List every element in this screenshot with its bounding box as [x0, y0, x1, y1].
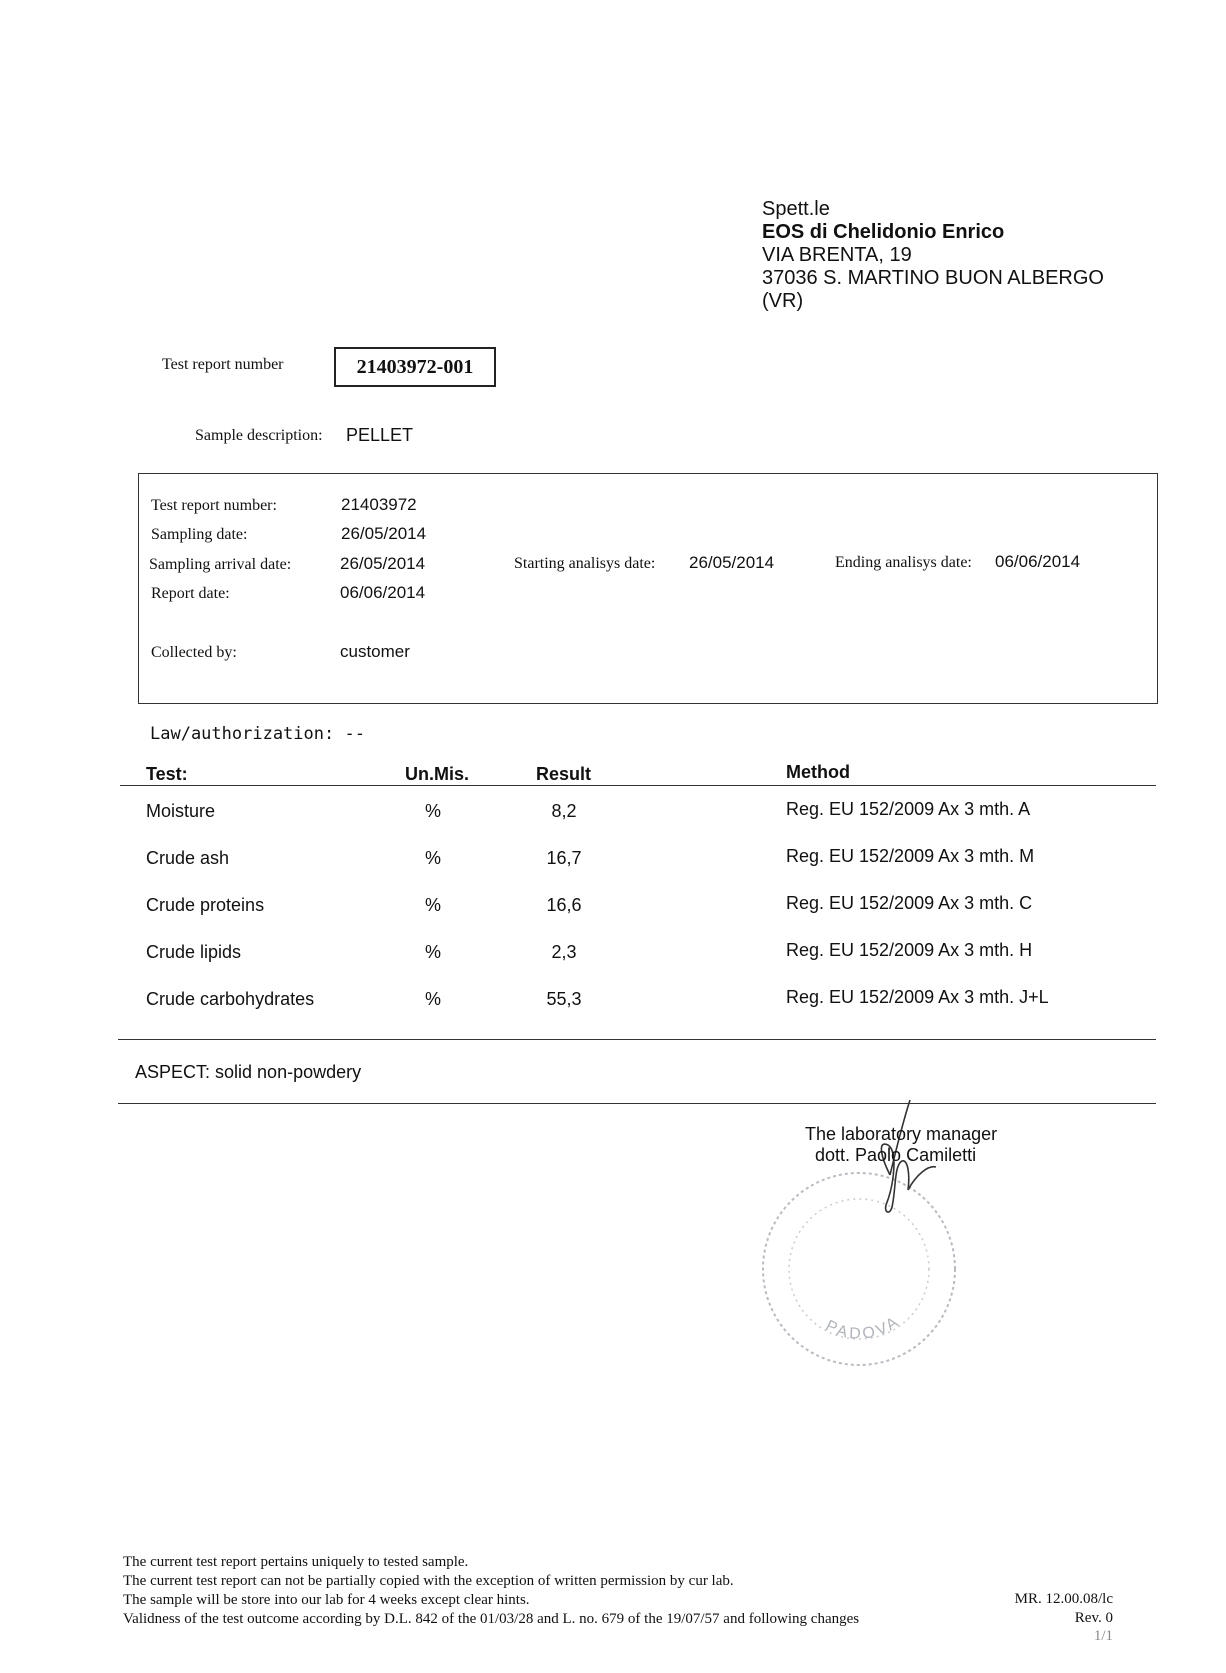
header-result: Result [536, 764, 592, 784]
manager-block [805, 1124, 997, 1166]
collected-by-label: Collected by: [151, 644, 237, 661]
sampling-date-label: Sampling date: [151, 526, 248, 543]
row-test: Crude carbohydrates [146, 989, 315, 1009]
footer-line: The current test report can not be partially copied with the exception of written permission by cur lab. [123, 1573, 734, 1589]
addressee-province: (VR) [762, 290, 804, 312]
row-unit: % [424, 895, 441, 915]
ending-analysis-label: Ending analisys date: [835, 554, 972, 571]
starting-analysis-label: Starting analisys date: [514, 555, 656, 572]
header-test: Test: [146, 764, 188, 784]
aspect-rule [118, 1103, 1156, 1104]
row-result: 16,6 [546, 895, 582, 915]
row-method: Reg. EU 152/2009 Ax 3 mth. A [786, 799, 1031, 819]
row-result: 8,2 [551, 801, 577, 821]
addressee-city: 37036 S. MARTINO BUON ALBERGO [762, 267, 1104, 289]
sample-description-value: PELLET [346, 425, 414, 445]
test-report-number-label: Test report number: [151, 497, 277, 514]
page-number: 1/1 [1093, 1628, 1113, 1644]
addressee-salutation: Spett.le [762, 198, 830, 220]
row-result: 55,3 [546, 989, 582, 1009]
sampling-arrival-label: Sampling arrival date: [149, 556, 292, 573]
addressee-street: VIA BRENTA, 19 [762, 244, 912, 266]
footer-line: The current test report pertains uniquely to tested sample. [123, 1554, 469, 1570]
addressee-block [762, 198, 1104, 313]
row-unit: % [424, 801, 441, 821]
footer-line: Validness of the test outcome according by D.L. 842 of the 01/03/28 and L. no. 679 of the 19/07/57 and following changes [123, 1611, 860, 1627]
sample-description-label: Sample description: [195, 427, 323, 444]
starting-analysis-value: 26/05/2014 [689, 553, 775, 572]
test-report-number-value: 21403972 [341, 495, 417, 514]
stamp-text: PADOVA [822, 1312, 904, 1343]
row-method: Reg. EU 152/2009 Ax 3 mth. C [786, 893, 1033, 913]
report-number-label: Test report number [162, 356, 284, 373]
manager-name: dott. Paolo Camiletti [815, 1145, 977, 1165]
row-method: Reg. EU 152/2009 Ax 3 mth. M [786, 846, 1035, 866]
form-code: MR. 12.00.08/lc [1014, 1591, 1113, 1607]
collected-by-value: customer [340, 642, 410, 661]
report-date-label: Report date: [151, 585, 230, 602]
row-method: Reg. EU 152/2009 Ax 3 mth. H [786, 940, 1033, 960]
report-date-value: 06/06/2014 [340, 583, 426, 602]
footer-notes [123, 1553, 859, 1629]
header-method: Method [786, 762, 850, 782]
law-authorization: Law/authorization: -- [150, 724, 365, 744]
row-method: Reg. EU 152/2009 Ax 3 mth. J+L [786, 987, 1049, 1007]
row-test: Crude ash [146, 848, 230, 868]
sampling-arrival-value: 26/05/2014 [340, 554, 426, 573]
sampling-date-value: 26/05/2014 [341, 524, 427, 543]
revision: Rev. 0 [1074, 1610, 1113, 1626]
aspect-line: ASPECT: solid non-powdery [135, 1062, 362, 1082]
table-bottom-rule [118, 1039, 1156, 1040]
row-test: Crude lipids [146, 942, 242, 962]
row-unit: % [424, 989, 441, 1009]
row-test: Crude proteins [146, 895, 265, 915]
addressee-name: EOS di Chelidonio Enrico [762, 221, 1005, 243]
header-rule [120, 785, 1156, 786]
header-unit: Un.Mis. [405, 764, 470, 784]
info-box [138, 473, 1158, 704]
ending-analysis-value: 06/06/2014 [995, 552, 1081, 571]
footer-line: The sample will be store into our lab for 4 weeks except clear hints. [123, 1592, 530, 1608]
row-test: Moisture [146, 801, 216, 821]
row-result: 2,3 [551, 942, 577, 962]
report-number-box: 21403972-001 [334, 347, 496, 387]
row-result: 16,7 [546, 848, 582, 868]
row-unit: % [424, 848, 441, 868]
manager-title: The laboratory manager [805, 1124, 998, 1144]
row-unit: % [424, 942, 441, 962]
